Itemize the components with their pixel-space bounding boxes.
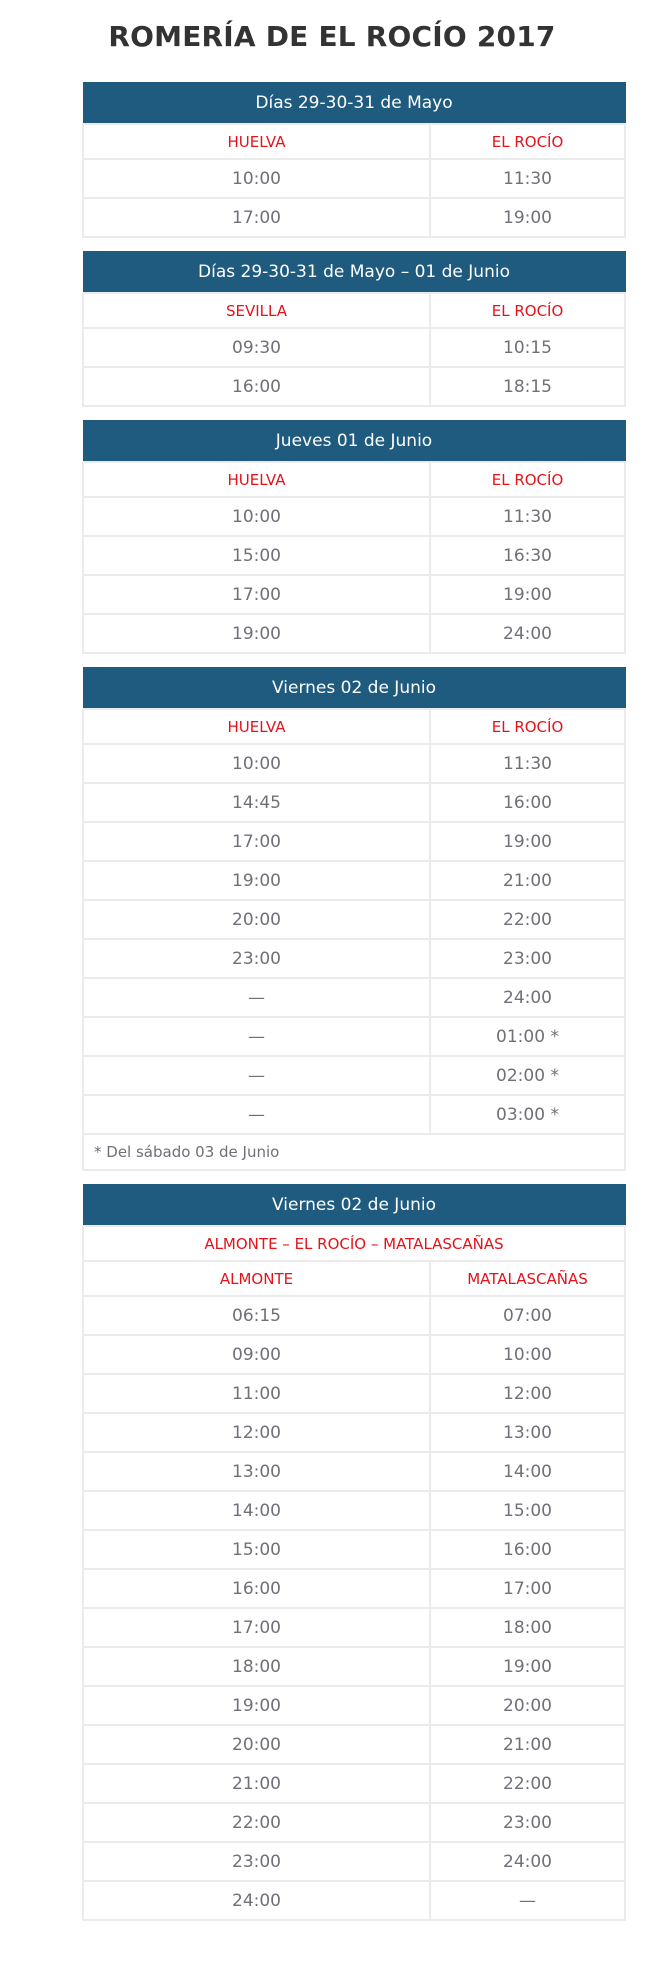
origin-heading: SEVILLA — [83, 293, 430, 328]
departure-time: 11:00 — [83, 1374, 430, 1413]
origin-heading: HUELVA — [83, 709, 430, 744]
column-headings-row — [83, 124, 625, 159]
departure-time: 09:30 — [83, 328, 430, 367]
origin-heading: HUELVA — [83, 462, 430, 497]
arrival-time: 13:00 — [430, 1413, 625, 1452]
table-row — [83, 1569, 625, 1608]
arrival-time: 18:00 — [430, 1608, 625, 1647]
departure-time: 23:00 — [83, 1842, 430, 1881]
note-row — [83, 1134, 625, 1170]
table-row — [83, 1647, 625, 1686]
departure-time: 12:00 — [83, 1413, 430, 1452]
departure-time: 22:00 — [83, 1803, 430, 1842]
timetable-title: Días 29-30-31 de Mayo – 01 de Junio — [83, 252, 625, 294]
arrival-time: 19:00 — [430, 575, 625, 614]
departure-time: 17:00 — [83, 1608, 430, 1647]
destination-heading: EL ROCÍO — [430, 293, 625, 328]
timetable-header-row — [83, 1185, 625, 1227]
column-headings-row — [83, 293, 625, 328]
arrival-time: 11:30 — [430, 497, 625, 536]
arrival-time: 23:00 — [430, 1803, 625, 1842]
table-row — [83, 1017, 625, 1056]
timetable-header-row — [83, 252, 625, 294]
arrival-time: 02:00 * — [430, 1056, 625, 1095]
footnote: * Del sábado 03 de Junio — [83, 1134, 625, 1170]
table-row — [83, 1452, 625, 1491]
table-row — [83, 328, 625, 367]
arrival-time: 22:00 — [430, 1764, 625, 1803]
table-row — [83, 614, 625, 653]
departure-time: 21:00 — [83, 1764, 430, 1803]
arrival-time: 12:00 — [430, 1374, 625, 1413]
table-row — [83, 1725, 625, 1764]
departure-time: 17:00 — [83, 822, 430, 861]
arrival-time: 16:00 — [430, 1530, 625, 1569]
timetable — [82, 420, 626, 654]
arrival-time: 16:30 — [430, 536, 625, 575]
arrival-time: 22:00 — [430, 900, 625, 939]
departure-time: 23:00 — [83, 939, 430, 978]
table-row — [83, 1881, 625, 1920]
column-headings-row — [83, 462, 625, 497]
timetable-title: Jueves 01 de Junio — [83, 421, 625, 463]
departure-time: 10:00 — [83, 744, 430, 783]
departure-time: 09:00 — [83, 1335, 430, 1374]
arrival-time: 10:00 — [430, 1335, 625, 1374]
table-row — [83, 1803, 625, 1842]
arrival-time: 16:00 — [430, 783, 625, 822]
arrival-time: 23:00 — [430, 939, 625, 978]
table-row — [83, 978, 625, 1017]
timetable-title: Viernes 02 de Junio — [83, 1185, 625, 1227]
column-headings-row — [83, 1261, 625, 1296]
table-row — [83, 1686, 625, 1725]
departure-time: 18:00 — [83, 1647, 430, 1686]
table-row — [83, 1764, 625, 1803]
table-row — [83, 1491, 625, 1530]
timetable — [82, 667, 626, 1171]
arrival-time: 24:00 — [430, 978, 625, 1017]
table-row — [83, 536, 625, 575]
column-headings-row — [83, 709, 625, 744]
arrival-time: 24:00 — [430, 614, 625, 653]
destination-heading: EL ROCÍO — [430, 124, 625, 159]
table-row — [83, 1374, 625, 1413]
timetable-title: Viernes 02 de Junio — [83, 668, 625, 710]
timetable — [82, 82, 626, 238]
table-row — [83, 1056, 625, 1095]
table-row — [83, 1335, 625, 1374]
departure-time: 15:00 — [83, 1530, 430, 1569]
departure-time: 06:15 — [83, 1296, 430, 1335]
destination-heading: EL ROCÍO — [430, 462, 625, 497]
table-row — [83, 1530, 625, 1569]
arrival-time: — — [430, 1881, 625, 1920]
arrival-time: 17:00 — [430, 1569, 625, 1608]
departure-time: 19:00 — [83, 614, 430, 653]
arrival-time: 21:00 — [430, 1725, 625, 1764]
arrival-time: 19:00 — [430, 1647, 625, 1686]
timetable-title: Días 29-30-31 de Mayo — [83, 83, 625, 125]
table-row — [83, 744, 625, 783]
table-row — [83, 861, 625, 900]
arrival-time: 21:00 — [430, 861, 625, 900]
departure-time: 14:00 — [83, 1491, 430, 1530]
table-row — [83, 198, 625, 237]
arrival-time: 03:00 * — [430, 1095, 625, 1134]
arrival-time: 24:00 — [430, 1842, 625, 1881]
table-row — [83, 575, 625, 614]
timetable-header-row — [83, 83, 625, 125]
arrival-time: 20:00 — [430, 1686, 625, 1725]
departure-time: — — [83, 1056, 430, 1095]
destination-heading: EL ROCÍO — [430, 709, 625, 744]
table-row — [83, 1608, 625, 1647]
departure-time: 17:00 — [83, 575, 430, 614]
departure-time: 16:00 — [83, 1569, 430, 1608]
departure-time: — — [83, 1017, 430, 1056]
departure-time: — — [83, 1095, 430, 1134]
timetables-container — [0, 82, 664, 1921]
arrival-time: 10:15 — [430, 328, 625, 367]
arrival-time: 15:00 — [430, 1491, 625, 1530]
departure-time: 10:00 — [83, 159, 430, 198]
table-row — [83, 1413, 625, 1452]
arrival-time: 19:00 — [430, 822, 625, 861]
table-row — [83, 1296, 625, 1335]
timetable-header-row — [83, 668, 625, 710]
departure-time: 24:00 — [83, 1881, 430, 1920]
arrival-time: 07:00 — [430, 1296, 625, 1335]
timetable-header-row — [83, 421, 625, 463]
departure-time: 14:45 — [83, 783, 430, 822]
arrival-time: 14:00 — [430, 1452, 625, 1491]
departure-time: 20:00 — [83, 1725, 430, 1764]
table-row — [83, 1842, 625, 1881]
table-row — [83, 497, 625, 536]
arrival-time: 11:30 — [430, 744, 625, 783]
departure-time: 17:00 — [83, 198, 430, 237]
table-row — [83, 367, 625, 406]
table-row — [83, 822, 625, 861]
departure-time: 19:00 — [83, 1686, 430, 1725]
departure-time: — — [83, 978, 430, 1017]
departure-time: 10:00 — [83, 497, 430, 536]
table-row — [83, 939, 625, 978]
timetable — [82, 251, 626, 407]
destination-heading: MATALASCAÑAS — [430, 1261, 625, 1296]
route-label: ALMONTE – EL ROCÍO – MATALASCAÑAS — [83, 1226, 625, 1261]
timetable — [82, 1184, 626, 1921]
table-row — [83, 783, 625, 822]
table-row — [83, 159, 625, 198]
route-row — [83, 1226, 625, 1261]
arrival-time: 01:00 * — [430, 1017, 625, 1056]
table-row — [83, 1095, 625, 1134]
page-title: ROMERÍA DE EL ROCÍO 2017 — [108, 20, 556, 53]
arrival-time: 19:00 — [430, 198, 625, 237]
departure-time: 13:00 — [83, 1452, 430, 1491]
departure-time: 20:00 — [83, 900, 430, 939]
table-row — [83, 900, 625, 939]
departure-time: 15:00 — [83, 536, 430, 575]
departure-time: 19:00 — [83, 861, 430, 900]
departure-time: 16:00 — [83, 367, 430, 406]
origin-heading: ALMONTE — [83, 1261, 430, 1296]
arrival-time: 18:15 — [430, 367, 625, 406]
origin-heading: HUELVA — [83, 124, 430, 159]
arrival-time: 11:30 — [430, 159, 625, 198]
